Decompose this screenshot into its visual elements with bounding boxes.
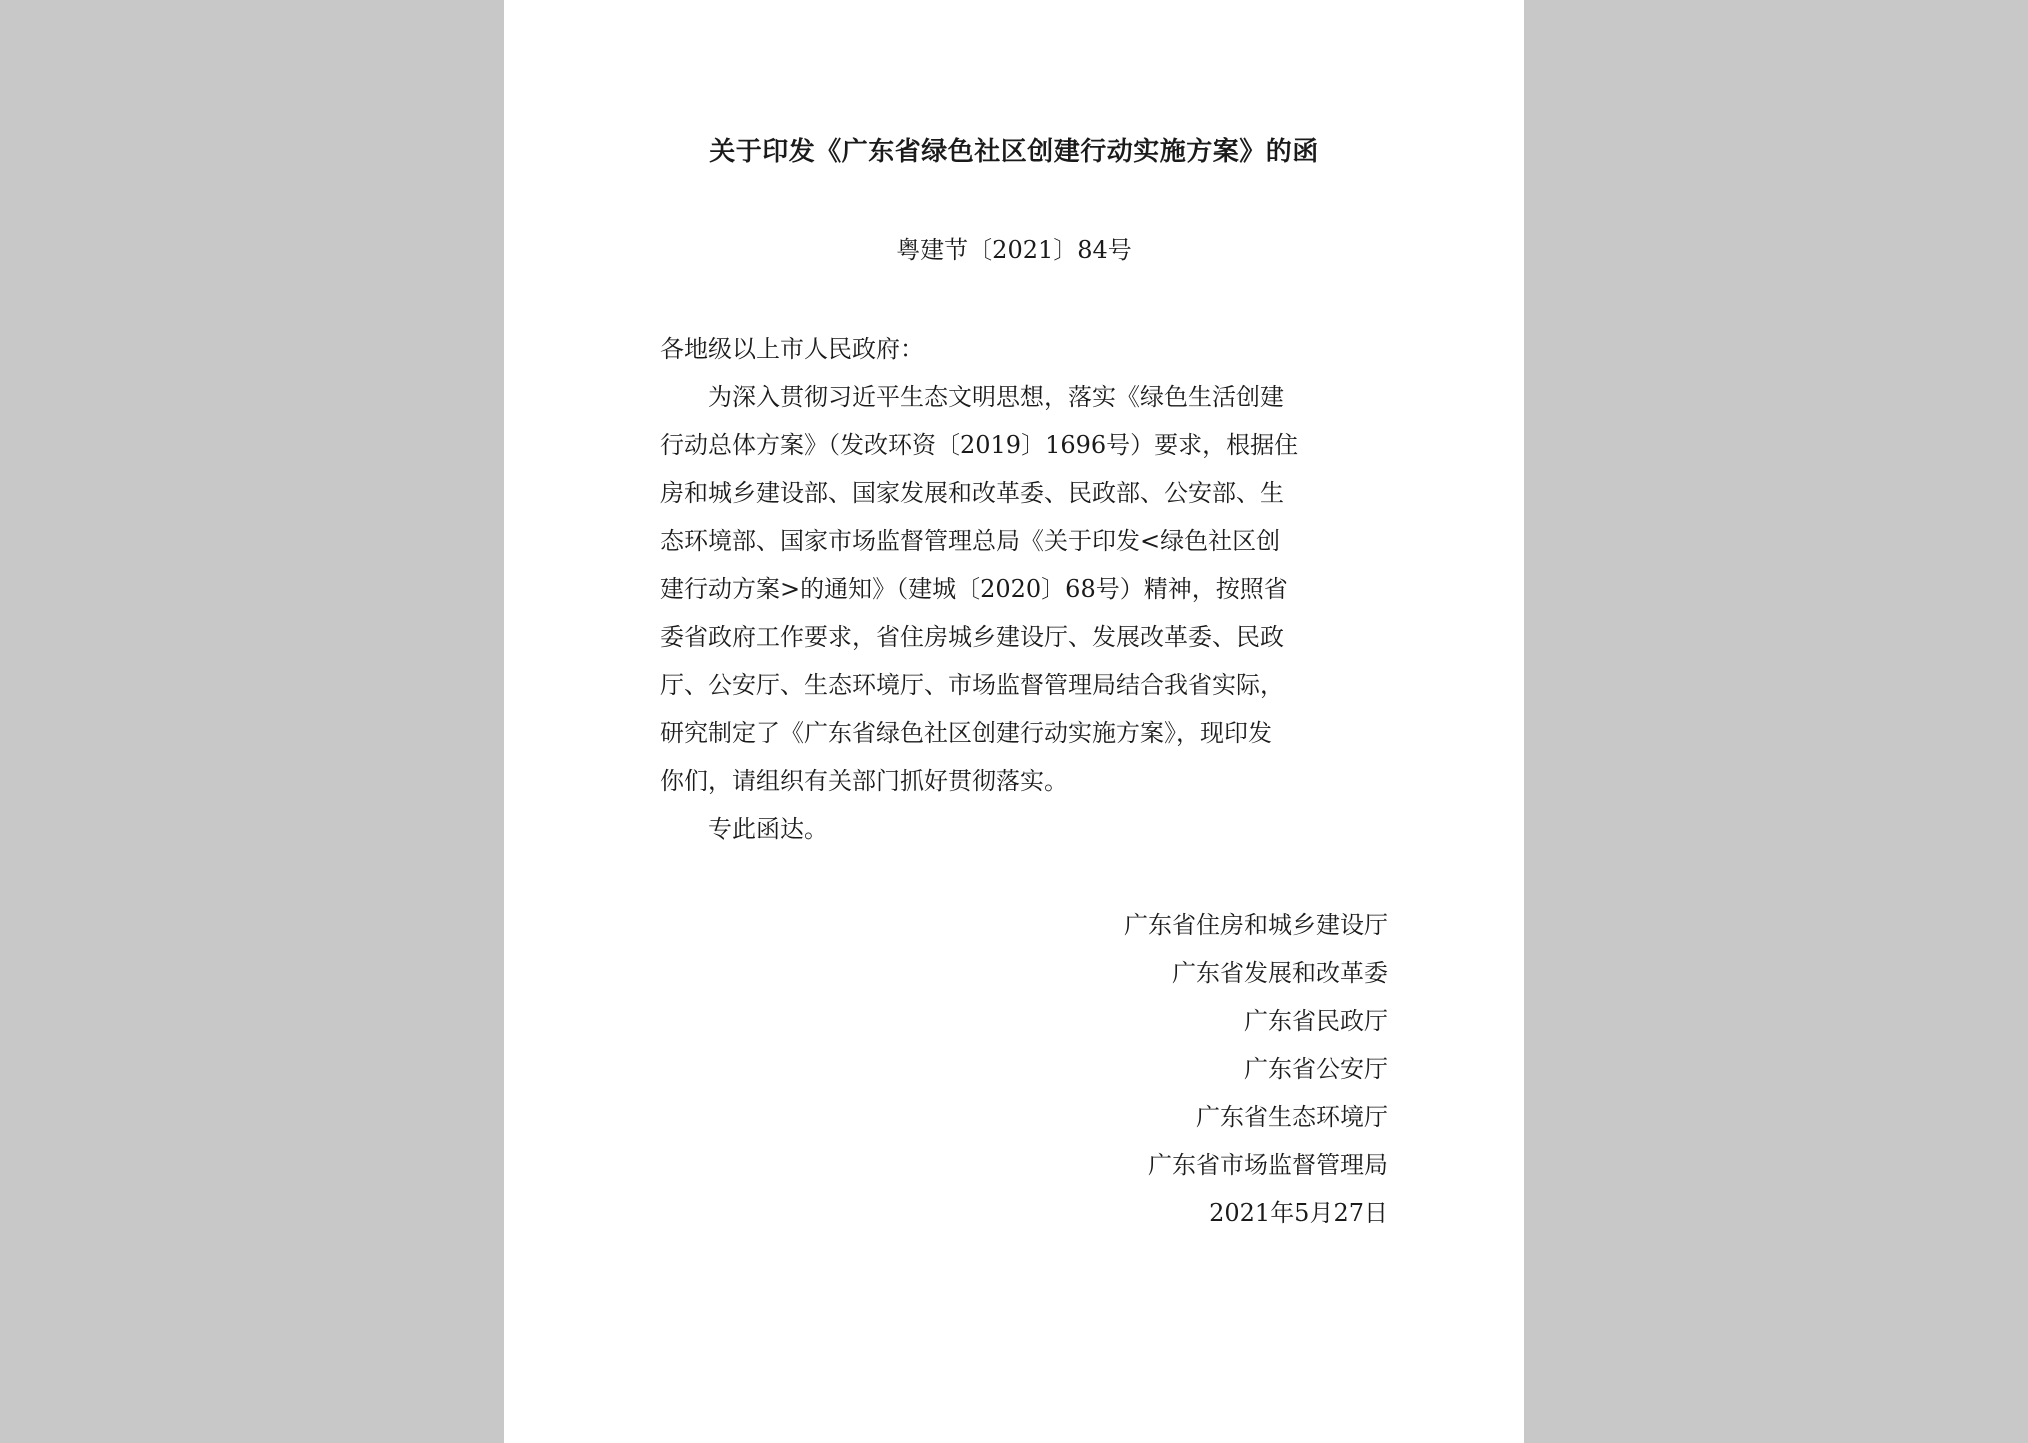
document-title: 关于印发《广东省绿色社区创建行动实施方案》的函 — [709, 137, 1319, 167]
body-line: 厅、公安厅、生态环境厅、市场监督管理局结合我省实际， — [660, 671, 1284, 699]
closing-line: 专此函达。 — [660, 815, 828, 843]
body-line: 建行动方案>的通知》（建城〔2020〕68号）精神，按照省 — [660, 575, 1288, 603]
body-line: 你们，请组织有关部门抓好贯彻落实。 — [660, 767, 1068, 795]
recipient-line: 各地级以上市人民政府： — [660, 335, 924, 363]
body-line: 行动总体方案》（发改环资〔2019〕1696号）要求，根据住 — [660, 431, 1299, 459]
body-line: 委省政府工作要求，省住房城乡建设厅、发展改革委、民政 — [660, 623, 1284, 651]
body-line: 研究制定了《广东省绿色社区创建行动实施方案》，现印发 — [660, 719, 1272, 747]
signature-line: 广东省生态环境厅 — [1196, 1103, 1388, 1131]
body-line: 为深入贯彻习近平生态文明思想，落实《绿色生活创建 — [660, 383, 1284, 411]
document-date: 2021年5月27日 — [1209, 1199, 1388, 1227]
document-number: 粤建节〔2021〕84号 — [896, 236, 1132, 264]
signature-line: 广东省发展和改革委 — [1172, 959, 1388, 987]
signature-line: 广东省公安厅 — [1244, 1055, 1388, 1083]
body-line: 房和城乡建设部、国家发展和改革委、民政部、公安部、生 — [660, 479, 1284, 507]
document-page — [504, 0, 1524, 1443]
signature-line: 广东省市场监督管理局 — [1148, 1151, 1388, 1179]
body-line: 态环境部、国家市场监督管理总局《关于印发<绿色社区创 — [660, 527, 1281, 555]
signature-line: 广东省住房和城乡建设厅 — [1124, 911, 1388, 939]
signature-line: 广东省民政厅 — [1244, 1007, 1388, 1035]
